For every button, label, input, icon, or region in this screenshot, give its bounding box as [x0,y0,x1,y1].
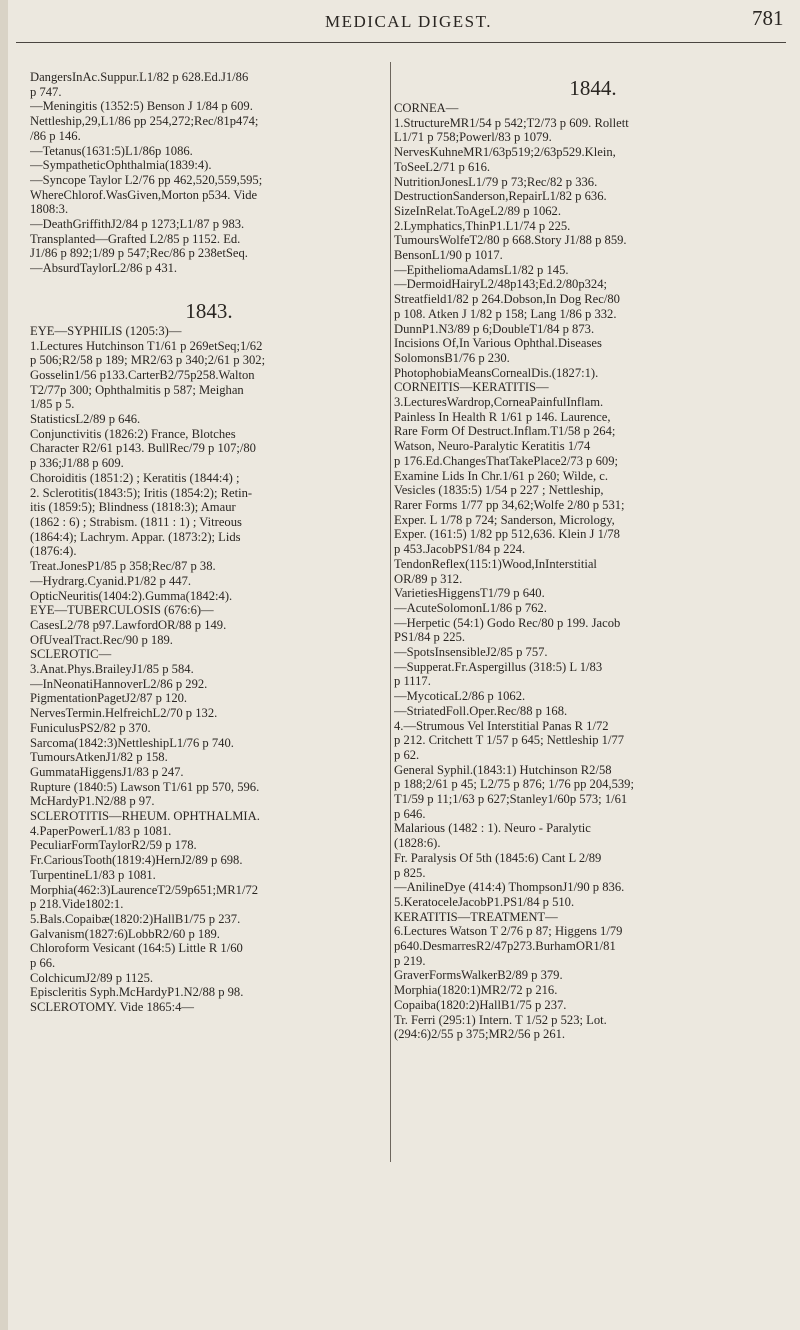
index-entry-line: BensonL1/90 p 1017. [394,248,503,263]
year-heading: 1843. [185,298,233,323]
index-entry-line: —Herpetic (54:1) Godo Rec/80 p 199. Jacob [394,615,621,630]
index-entry-line: Fr. Paralysis Of 5th (1845:6) Cant L 2/89 [394,850,602,865]
index-entry-line: L1/71 p 758;Powerl/83 p 1079. [394,130,552,145]
index-entry-line: FuniculusPS2/82 p 370. [30,720,151,735]
index-entry-line: p 108. Atken J 1/82 p 158; Lang 1/86 p 332. [394,306,617,321]
index-entry-line: T2/77p 300; Ophthalmitis p 587; Meighan [30,382,244,397]
year-heading: 1844. [569,76,617,100]
running-header: MEDICAL DIGEST. [325,12,492,31]
index-entry-line: Morphia(1820:1)MR2/72 p 216. [394,983,558,998]
section-spacer [30,276,388,293]
index-entry-line: —AcuteSolomonL1/86 p 762. [394,600,547,615]
page-edge-shadow [0,0,8,1330]
index-entry-line: StatisticsL2/89 p 646. [30,412,141,427]
index-entry-line: p 219. [394,953,426,968]
index-entry-line: Transplanted—Grafted L2/85 p 1152. Ed. [30,231,241,246]
index-entry-line: Rarer Forms 1/77 pp 34,62;Wolfe 2/80 p 531; [394,497,625,512]
index-entry-line: (294:6)2/55 p 375;MR2/56 p 261. [394,1027,566,1042]
index-entry-line: (1876:4). [30,544,77,559]
index-entry-line: Watson, Neuro-Paralytic Keratitis 1/74 [394,439,591,454]
index-entry-line: —Supperat.Fr.Aspergillus (318:5) L 1/83 [394,659,603,674]
index-entry-line: Rare Form Of Destruct.Inflam.T1/58 p 264; [394,424,616,439]
index-entry-line: OpticNeuritis(1404:2).Gumma(1842:4). [30,588,233,603]
index-entry-line: 2.Lymphatics,ThinP1.L1/74 p 225. [394,218,571,233]
index-entry-line: —SpotsInsensibleJ2/85 p 757. [394,645,548,660]
index-entry-line: p 1117. [394,674,431,689]
index-entry-line: Conjunctivitis (1826:2) France, Blotches [30,426,236,441]
index-entry-line: Chloroform Vesicant (164:5) Little R 1/60 [30,941,243,956]
index-entry-line: Streatfield1/82 p 264.Dobson,In Dog Rec/80 [394,292,620,307]
index-entry-line: 4.—Strumous Vel Interstitial Panas R 1/72 [394,718,609,733]
index-entry-line: p 66. [30,956,56,971]
index-entry-line: Galvanism(1827:6)LobbR2/60 p 189. [30,926,220,941]
index-entry-line: Morphia(462:3)LaurenceT2/59p651;MR1/72 [30,882,259,897]
index-entry-line: J1/86 p 892;1/89 p 547;Rec/86 p 238etSeq. [30,246,248,261]
index-entry-line: Character R2/61 p143. BullRec/79 p 107;/80 [30,441,256,456]
index-entry-line: —InNeonatiHannoverL2/86 p 292. [30,676,208,691]
index-entry-line: p 212. Critchett T 1/57 p 645; Nettleship 1/77 [394,733,625,748]
index-entry-line: DangersInAc.Suppur.L1/82 p 628.Ed.J1/86 [30,70,249,84]
index-entry-line: SCLEROTOMY. Vide 1865:4— [30,1000,195,1015]
index-entry-line: McHardyP1.N2/88 p 97. [30,794,155,809]
index-entry-line: 2. Sclerotitis(1843:5); Iritis (1854:2); Retin- [30,485,253,500]
index-entry-line: GraverFormsWalkerB2/89 p 379. [394,968,563,983]
header-rule [16,42,786,43]
index-entry-line: p 453.JacobPS1/84 p 224. [394,542,526,557]
index-entry-line: EYE—SYPHILIS (1205:3)— [30,323,182,338]
index-entry-line: p 176.Ed.ChangesThatTakePlace2/73 p 609; [394,453,619,468]
index-entry-line: Malarious (1482 : 1). Neuro - Paralytic [394,821,591,836]
index-entry-line: 1808:3. [30,202,69,217]
index-entry-line: p 747. [30,84,62,99]
index-entry-line: SolomonsB1/76 p 230. [394,350,510,365]
index-entry-line: EYE—TUBERCULOSIS (676:6)— [30,603,214,618]
index-entry-line: —SympatheticOphthalmia(1839:4). [30,158,212,173]
index-entry-line: PigmentationPagetJ2/87 p 120. [30,691,188,706]
index-entry-line: 5.Bals.Copaibæ(1820:2)HallB1/75 p 237. [30,911,241,926]
index-entry-line: (1864:4); Lachrym. Appar. (1873:2); Lids [30,529,241,544]
index-entry-line: p 62. [394,747,420,762]
index-entry-line: 1/85 p 5. [30,397,75,412]
index-entry-line: —Hydrarg.Cyanid.P1/82 p 447. [30,573,192,588]
index-entry-line: TumoursWolfeT2/80 p 668.Story J1/88 p 859. [394,233,627,248]
index-entry-line: —Meningitis (1352:5) Benson J 1/84 p 609. [30,99,253,114]
index-entry-line: —MycoticaL2/86 p 1062. [394,689,526,704]
index-entry-line: CORNEITIS—KERATITIS— [394,380,549,395]
index-entry-line: ColchicumJ2/89 p 1125. [30,970,154,985]
index-entry-line: PhotophobiaMeansCornealDis.(1827:1). [394,365,599,380]
index-entry-line: TumoursAtkenJ1/82 p 158. [30,750,168,765]
index-entry-line: Examine Lids In Chr.1/61 p 260; Wilde, c. [394,468,609,483]
index-entry-line: Vesicles (1835:5) 1/54 p 227 ; Nettleship, [394,483,604,498]
index-entry-line: PS1/84 p 225. [394,630,466,645]
index-entry-line: —Tetanus(1631:5)L1/86p 1086. [30,143,193,158]
index-entry-line: DunnP1.N3/89 p 6;DoubleT1/84 p 873. [394,321,595,336]
index-entry-line: 3.LecturesWardrop,CorneaPainfulInflam. [394,395,604,410]
index-entry-line: Copaiba(1820:2)HallB1/75 p 237. [394,997,567,1012]
left-column [30,70,388,1015]
index-entry-line: NervesTermin.HelfreichL2/70 p 132. [30,706,218,721]
index-entry-line: NutritionJonesL1/79 p 73;Rec/82 p 336. [394,174,598,189]
index-entry-line: ToSeeL2/71 p 616. [394,159,491,174]
index-entry-line: NervesKuhneMR1/63p519;2/63p529.Klein, [394,145,616,160]
index-entry-line: /86 p 146. [30,128,81,143]
index-entry-line: 1.StructureMR1/54 p 542;T2/73 p 609. Rollett [394,115,629,130]
index-entry-line: 1.Lectures Hutchinson T1/61 p 269etSeq;1/62 [30,338,263,353]
index-entry-line: KERATITIS—TREATMENT— [394,909,558,924]
index-entry-line: itis (1859:5); Blindness (1818:3); Amaur [30,500,236,515]
page-number: 781 [752,6,784,30]
index-entry-line: p 506;R2/58 p 189; MR2/63 p 340;2/61 p 302; [30,353,266,368]
index-entry-line: 5.KeratoceleJacobP1.PS1/84 p 510. [394,894,575,909]
index-entry-line: —AnilineDye (414:4) ThompsonJ1/90 p 836. [394,880,625,895]
index-entry-line: Treat.JonesP1/85 p 358;Rec/87 p 38. [30,559,216,574]
index-entry-line: Gosselin1/56 p133.CarterB2/75p258.Walton [30,367,255,382]
index-entry-line: (1828:6). [394,836,441,851]
index-entry-line: Episcleritis Syph.McHardyP1.N2/88 p 98. [30,985,244,1000]
index-entry-line: General Syphil.(1843:1) Hutchinson R2/58 [394,762,612,777]
index-entry-line: GummataHiggensJ1/83 p 247. [30,764,184,779]
index-entry-line: p 825. [394,865,426,880]
index-entry-line: SCLEROTIC— [30,647,112,662]
index-entry-line: Painless In Health R 1/61 p 146. Laurence, [394,409,611,424]
index-entry-line: 4.PaperPowerL1/83 p 1081. [30,823,172,838]
index-entry-line: Fr.CariousTooth(1819:4)HernJ2/89 p 698. [30,853,243,868]
index-entry-line: Exper. L 1/78 p 724; Sanderson, Micrology, [394,512,615,527]
index-entry-line: —EpitheliomaAdamsL1/82 p 145. [394,262,569,277]
index-entry-line: Tr. Ferri (295:1) Intern. T 1/52 p 523; Lot. [394,1012,607,1027]
index-entry-line: PeculiarFormTaylorR2/59 p 178. [30,838,197,853]
index-entry-line: CORNEA— [394,101,459,115]
right-column [394,70,792,1042]
index-entry-line: p 646. [394,806,426,821]
index-entry-line: T1/59 p 11;1/63 p 627;Stanley1/60p 573; 1/61 [394,792,628,807]
index-entry-line: p 218.Vide1802:1. [30,897,124,912]
index-entry-line: —DermoidHairyL2/48p143;Ed.2/80p324; [394,277,608,292]
index-entry-line: Choroiditis (1851:2) ; Keratitis (1844:4) ; [30,470,240,485]
index-entry-line: Sarcoma(1842:3)NettleshipL1/76 p 740. [30,735,234,750]
index-entry-line: TendonReflex(115:1)Wood,InInterstitial [394,556,597,571]
index-entry-line: VarietiesHiggensT1/79 p 640. [394,586,545,601]
index-entry-line: —AbsurdTaylorL2/86 p 431. [30,261,178,276]
index-entry-line: Nettleship,29,L1/86 pp 254,272;Rec/81p474; [30,114,259,129]
index-entry-line: WhereChlorof.WasGiven,Morton p534. Vide [30,187,258,202]
index-entry-line: p 188;2/61 p 45; L2/75 p 876; 1/76 pp 204,539; [394,777,634,792]
index-entry-line: OR/89 p 312. [394,571,463,586]
index-entry-line: (1862 : 6) ; Strabism. (1811 : 1) ; Vitreous [30,514,242,529]
index-entry-line: —DeathGriffithJ2/84 p 1273;L1/87 p 983. [30,217,245,232]
index-entry-line: 6.Lectures Watson T 2/76 p 87; Higgens 1/79 [394,924,623,939]
index-entry-line: Rupture (1840:5) Lawson T1/61 pp 570, 596. [30,779,260,794]
index-entry-line: TurpentineL1/83 p 1081. [30,867,156,882]
column-divider [390,62,391,1162]
index-entry-line: SCLEROTITIS—RHEUM. OPHTHALMIA. [30,809,260,824]
index-entry-line: SizeInRelat.ToAgeL2/89 p 1062. [394,203,562,218]
index-entry-line: Exper. (161:5) 1/82 pp 512,636. Klein J 1/78 [394,527,620,542]
index-entry-line: OfUvealTract.Rec/90 p 189. [30,632,173,647]
index-entry-line: CasesL2/78 p97.LawfordOR/88 p 149. [30,617,227,632]
index-entry-line: —Syncope Taylor L2/76 pp 462,520,559,595; [30,172,263,187]
index-entry-line: p 336;J1/88 p 609. [30,456,124,471]
index-entry-line: 3.Anat.Phys.BraileyJ1/85 p 584. [30,662,194,677]
index-entry-line: DestructionSanderson,RepairL1/82 p 636. [394,189,607,204]
index-entry-line: —StriatedFoll.Oper.Rec/88 p 168. [394,703,568,718]
index-entry-line: Incisions Of,In Various Ophthal.Diseases [394,336,602,351]
index-entry-line: p640.DesmarresR2/47p273.BurhamOR1/81 [394,939,616,954]
